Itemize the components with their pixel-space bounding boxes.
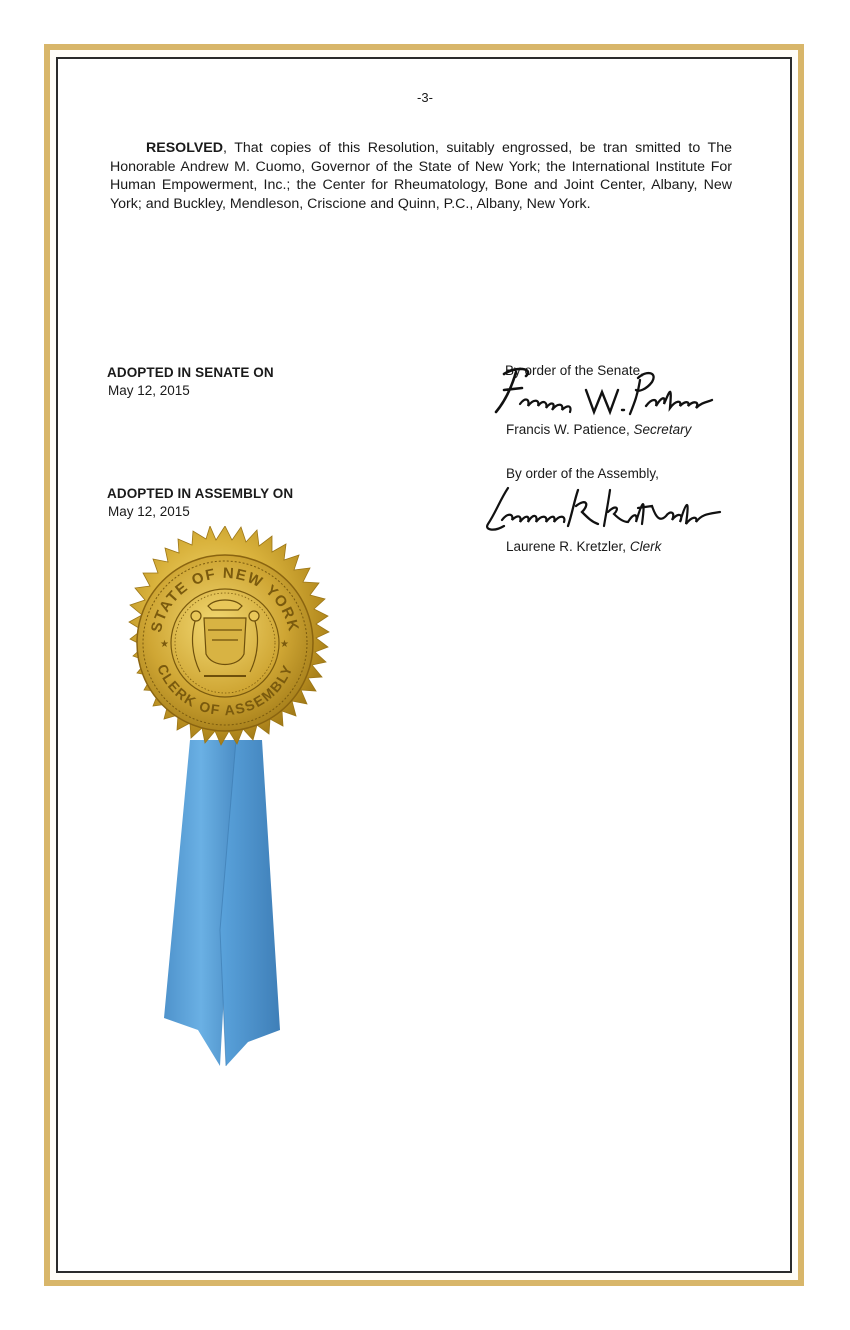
senate-adopted-date: May 12, 2015 bbox=[108, 383, 190, 398]
assembly-adopted-label: ADOPTED IN ASSEMBLY ON bbox=[107, 486, 294, 501]
seal-star-left-icon: ★ bbox=[160, 639, 169, 650]
senate-adopted-label: ADOPTED IN SENATE ON bbox=[107, 365, 274, 380]
seal-top-text: STATE OF NEW YORK bbox=[147, 564, 303, 635]
page-number: -3- bbox=[417, 90, 433, 105]
blue-ribbon bbox=[150, 730, 300, 1080]
assembly-signature bbox=[480, 482, 730, 538]
senate-signer-name: Francis W. Patience, bbox=[506, 422, 634, 437]
senate-signer-line bbox=[506, 422, 691, 437]
gold-seal bbox=[108, 526, 342, 760]
assembly-signer-title: Clerk bbox=[629, 539, 662, 554]
seal-bottom-text: CLERK OF ASSEMBLY bbox=[154, 661, 296, 719]
senate-signer-title: Secretary bbox=[633, 422, 692, 437]
assembly-signer-name: Laurene R. Kretzler, bbox=[506, 539, 630, 554]
resolved-lead: RESOLVED bbox=[146, 140, 223, 156]
senate-signature bbox=[486, 360, 726, 430]
resolution-paragraph bbox=[110, 139, 732, 213]
resolution-text: , That copies of this Resolution, suitably engrossed, be tran smitted to The Honorable Andrew M. Cuomo, Governor of the State of New York; the International Institute For Human Empowerment, Inc.; the Center for Rheumatology, Bone and Joint Center, Albany, New York; and Buckley, Mendleson, Criscione and Quinn, P.C., Albany, New York. bbox=[110, 140, 732, 212]
assembly-signer-line bbox=[506, 539, 661, 554]
assembly-order-text: By order of the Assembly, bbox=[506, 466, 659, 481]
assembly-adopted-date: May 12, 2015 bbox=[108, 504, 190, 519]
senate-order-text: By order of the Senate, bbox=[505, 363, 644, 378]
seal-star-right-icon: ★ bbox=[280, 639, 289, 650]
